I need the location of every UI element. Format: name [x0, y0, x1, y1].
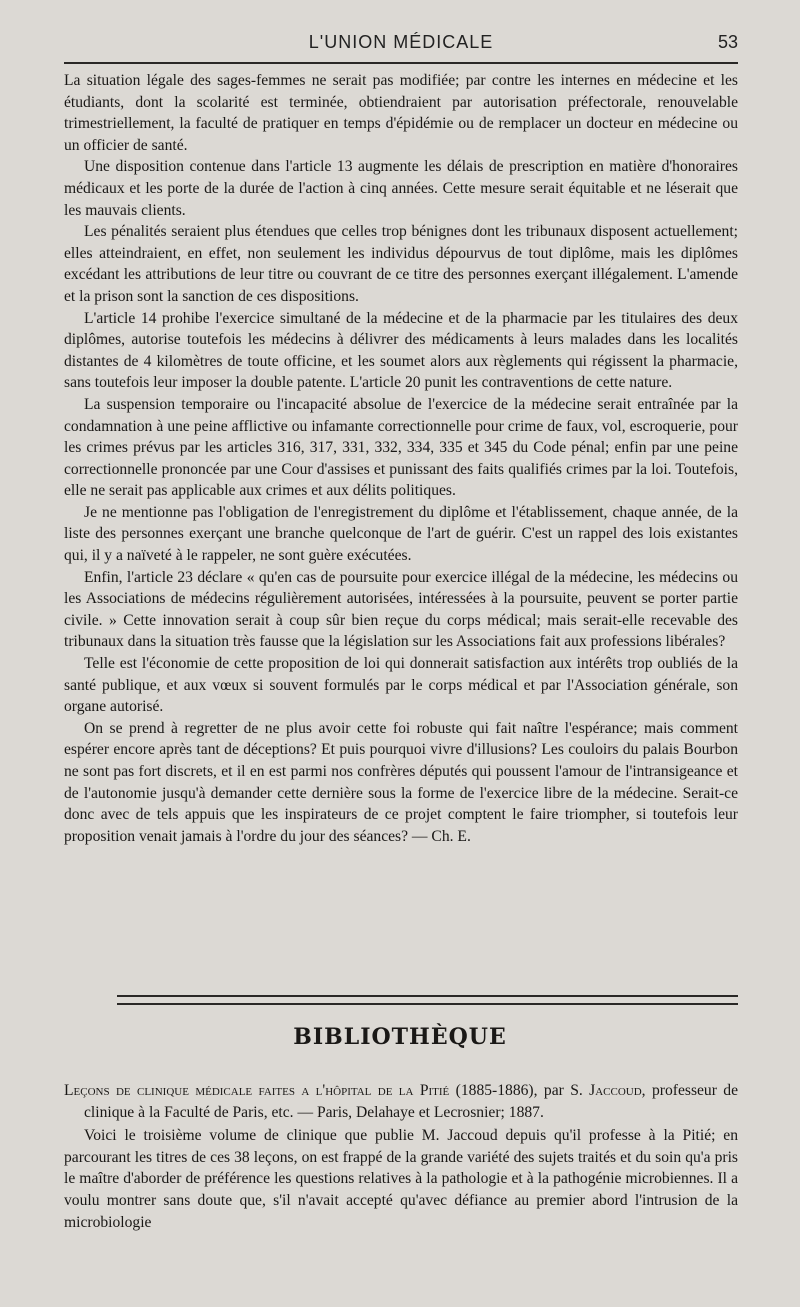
citation-title: Leçons de clinique médicale faites a l'hôpital de la Pitié: [64, 1082, 450, 1099]
paragraph-3: Les pénalités seraient plus étendues que celles trop bénignes dont les tribunaux disposent actuellement; elles atteindraient, en effet, non seulement les individus dépourvus de tout diplôme, mais les diplômes excédant les attributions de leur titre ou couvrant de ce titre des personnes exerçant illégalement. L'amende et la prison sont la sanction de ces dispositions.: [64, 223, 738, 305]
header-rule: [64, 62, 738, 64]
journal-title: L'UNION MÉDICALE: [308, 32, 494, 52]
book-review: [64, 1080, 738, 1233]
section-divider: [117, 995, 738, 1005]
paragraph-2: Une disposition contenue dans l'article 13 augmente les délais de prescription en matière d'honoraires médicaux et les porte de la durée de l'action à cinq années. Cette mesure serait équitable et ne léserait que les mauvais clients.: [64, 158, 738, 219]
citation-years: (1885-1886), par: [455, 1082, 564, 1099]
paragraph-9: On se prend à regretter de ne plus avoir cette foi robuste qui fait naître l'espérance; mais comment espérer encore après tant de déceptions? Et puis pourquoi vivre d'illusions? Les couloirs du palais Bourbon ne sont pas fort discrets, et il en est parmi nos confrères députés qui poussent l'amour de l'intransigeance et de l'autonomie jusqu'à demander cette dernière sous la forme de l'exercice libre de la médecine. Serait-ce donc avec de tels appuis que les inspirateurs de ce projet comptent le faire triompher, si toutefois leur proposition venait jamais à l'ordre du jour des séances? — Ch. E.: [64, 719, 738, 845]
paragraph-5: La suspension temporaire ou l'incapacité absolue de l'exercice de la médecine serait entraînée par la condamnation à une peine afflictive ou infamante correctionnelle pour crime de faux, vol, escroquerie, pour les crimes prévus par les articles 316, 317, 331, 332, 334, 335 et 345 du Code pénal; enfin par une peine correctionnelle prononcée par une Cour d'assises et punissant des faits qualifiés crimes par la loi. Toutefois, elle ne serait pas applicable aux crimes et aux délits politiques.: [64, 395, 738, 500]
citation-rest: professeur de clinique à la Faculté de Paris, etc. — Paris, Delahaye et Lecrosnier; 1887.: [84, 1082, 739, 1121]
paragraph-6: Je ne mentionne pas l'obligation de l'enregistrement du diplôme et l'établissement, chaque année, de la liste des personnes exerçant une branche quelconque de l'art de guérir. C'est un rappel des lois existantes qui, il y a naïveté à le rappeler, ne sont guère exécutées.: [64, 503, 738, 565]
book-citation: [64, 1080, 738, 1123]
running-head: [64, 28, 738, 58]
page-number: 53: [717, 32, 738, 52]
paragraph-1: La situation légale des sages-femmes ne serait pas modifiée; par contre les internes en médecine et les étudiants, dont la scolarité est terminée, obtiendraient par autorisation préfectorale, renouvelable trimestriellement, la faculté de pratiquer en temps d'épidémie ou de remplacer un docteur en médecine ou un officier de santé.: [64, 72, 738, 154]
paragraph-8: Telle est l'économie de cette proposition de loi qui donnerait satisfaction aux intérêts trop oubliés de la santé publique, et aux vœux si souvent formulés par le corps médical et par l'Association générale, son organe autorisé.: [64, 655, 738, 716]
citation-author: S. Jaccoud,: [570, 1082, 646, 1099]
review-paragraph: Voici le troisième volume de clinique que publie M. Jaccoud depuis qu'il professe à la Pitié; en parcourant les titres de ces 38 leçons, on est frappé de la grande variété des sujets traités et du soin qu'a pris le maître d'aborder de préférence les questions relatives à la pathologie et à la pathogénie microbiennes. Il a voulu montrer sans doute que, s'il n'avait accepté qu'avec défiance au premier abord l'intrusion de la microbiologie: [64, 1127, 738, 1231]
paragraph-4: L'article 14 prohibe l'exercice simultané de la médecine et de la pharmacie par les titulaires des deux diplômes, autorise toutefois les médecins à délivrer des médicaments à leurs malades dans les localités distantes de 4 kilomètres de toute officine, et les soumet alors aux règlements qui régissent la pharmacie, sans toutefois leur imposer la double patente. L'article 20 punit les contraventions de cette nature.: [64, 309, 738, 392]
section-heading: BIBLIOTHÈQUE: [293, 1024, 507, 1050]
paragraph-7: Enfin, l'article 23 déclare « qu'en cas de poursuite pour exercice illégal de la médecine, les médecins ou les Associations de médecins régulièrement autorisées, intéressées à la poursuite, peuvent se porter partie civile. » Cette innovation serait à coup sûr bien reçue du corps médical; mais serait-elle recevable des tribunaux dans la situation très fausse que la législation sur les Associations fait aux professions libérales?: [64, 568, 738, 651]
article-body: [64, 70, 738, 847]
